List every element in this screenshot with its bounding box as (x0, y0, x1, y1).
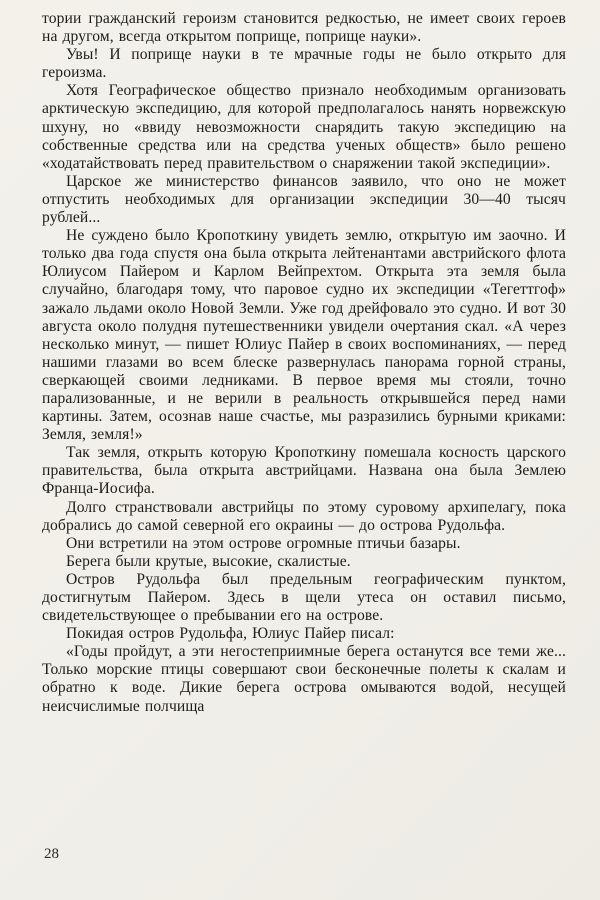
paragraph: Царское же министерство финансов заявило, что оно не может отпустить необходимых для организации экспедиции 30—40 тысяч рублей... (42, 172, 566, 227)
paragraph: «Годы пройдут, а эти негостеприимные берега останутся все теми же... Только морские птицы совершают свои бесконечные полеты к скалам и обратно к воде. Дикие берега острова омываются водой, несущей неисчислимые полчища (42, 643, 566, 715)
paragraph: тории гражданский героизм становится редкостью, не имеет своих героев на другом, всегда открытом поприще, поприще науки». (42, 10, 566, 46)
page-number: 28 (44, 846, 59, 862)
paragraph: Они встретили на этом острове огромные птичьи базары. (66, 534, 461, 552)
page-text (42, 10, 566, 716)
paragraph: Покидая остров Рудольфа, Юлиус Пайер писал: (66, 625, 395, 643)
paragraph: Не суждено было Кропоткину увидеть землю, открытую им заочно. И только два года спустя она была открыта лейтенантами австрийского флота Юлиусом Пайером и Карлом Вейпрехтом. Открыта эта земля была случайно, благодаря тому, что паровое судно их экспедиции «Тегеттгоф» зажало льдами около Новой Земли. Уже год дрейфовало это судно. И вот 30 августа около полудня путешественники увидели очертания скал. «А через несколько минут, — пишет Юлиус Пайер в своих воспоминаниях, — перед нашими глазами во всем блеске развернулась панорама горной страны, сверкающей своими ледниками. В первое время мы стояли, точно парализованные, и не верили в реальность открывшейся перед нами картины. Затем, осознав наше счастье, мы разразились бурными криками: Земля, земля!» (42, 227, 566, 444)
paragraph: Долго странствовали австрийцы по этому суровому архипелагу, пока добрались до самой северной его окраины — до острова Рудольфа. (42, 498, 566, 534)
paragraph: Так земля, открыть которую Кропоткину помешала косность царского правительства, была открыта австрийцами. Названа она была Землею Франца-Иосифа. (42, 444, 566, 498)
paragraph: Хотя Географическое общество признало необходимым организовать арктическую экспедицию, для которой предполагалось нанять норвежскую шхуну, но «ввиду невозможности снарядить такую экспедицию на собственные средства или на средства ученых обществ» было решено «ходатайствовать перед правительством о снаряжении такой экспедиции». (42, 82, 566, 172)
paragraph: Увы! И поприще науки в те мрачные годы не было открыто для героизма. (42, 46, 566, 82)
paragraph: Остров Рудольфа был предельным географическим пунктом, достигнутым Пайером. Здесь в щели утеса он оставил письмо, свидетельствующее о пребывании его на острове. (42, 570, 566, 625)
paragraph: Берега были крутые, высокие, скалистые. (66, 552, 351, 570)
